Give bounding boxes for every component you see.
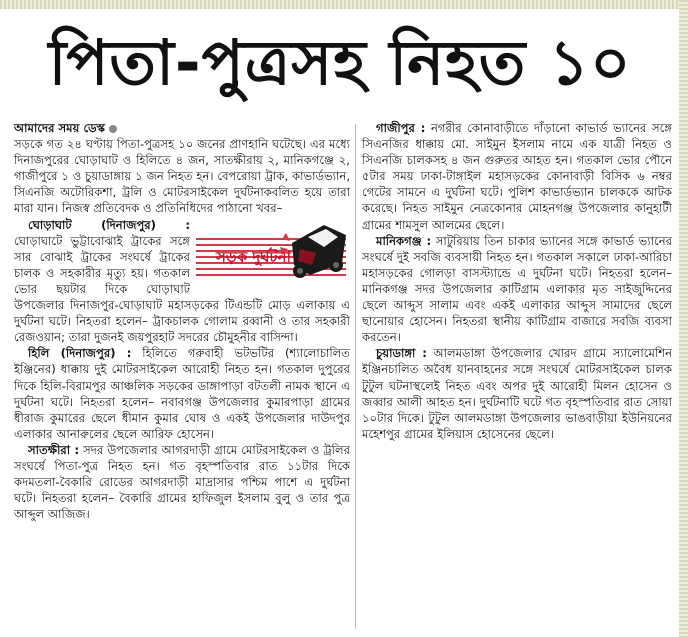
lead-paragraph xyxy=(14,120,350,217)
section-place: সাতক্ষীরা : xyxy=(28,442,80,457)
section-text: নগরীর কোনাবাড়ীতে দাঁড়ানো কাভার্ড ভ্যানের সঙ্গে সিএনজির ধাক্কায় মো. সাইমুন ইসলাম নামে এক যাত্রী নিহত ও সিএনজি চালকসহ ৪ জন গুরুতর আহত হন। গতকাল ভোর পৌনে ৫টার সময় ঢাকা-টাঙ্গাইল মহাসড়কের কোনাবাড়ী বিসিক ৬ নম্বর গেটের সামনে এ দুর্ঘটনা ঘটে। পুলিশ কাভার্ডভ্যান চালককে আটক করেছে। নিহত সাইমুন নেত্রকোনার মোহনগঞ্জ উপজেলার কানুহাটী গ্রামের শামসুল আলমের ছেলে। xyxy=(362,121,672,232)
section-place: গাজীপুর : xyxy=(376,121,426,135)
article-column-right xyxy=(362,120,672,635)
section-chuadanga xyxy=(362,345,672,442)
section-text: সাটুরিয়ায় তিন চাকার ভ্যানের সঙ্গে কাভার্ড ভ্যানের সংঘর্ষে দুই সবজি ব্যবসায়ী নিহত হন। গতকাল সকালে ঢাকা-আরিচা মহাসড়কের গোলড়া বাসস্ট্যান্ডে এ দুর্ঘটনা ঘটে। নিহতরা হলেন– মানিকগঞ্জ সদর উপজেলার কাটিগ্রাম এলাকার মৃত সাইজুদ্দিনের ছেলে আব্দুস সালাম এবং একই এলাকার আব্দুস সামাদের ছেলে ছানোয়ার হোসেন। নিহতরা স্থানীয় কাটিগ্রাম বাজারে সবজি ব্যবসা করতেন। xyxy=(362,233,672,345)
section-ghoraghat xyxy=(14,217,350,346)
section-text: সদর উপজেলার আগরদাড়ী গ্রামে মোটরসাইকেল ও ট্রলির সংঘর্ষে পিতা-পুত্র নিহত হন। গত বৃহস্পতিবার রাত ১১টার দিকে কদমতলা-বৈকারি রোডের আগরদাড়ী মাদ্রাসার পশ্চিম পাশে এ দুর্ঘটনা ঘটে। নিহতরা হলেন– বৈকারি গ্রামের হাফিজুল ইসলাম বুলু ও তার পুত্র আব্দুল আজিজ। xyxy=(14,442,350,522)
column-divider xyxy=(355,124,356,629)
article-column-left xyxy=(14,120,350,635)
byline: আমাদের সময় ডেস্ক xyxy=(14,121,106,135)
top-border-pattern xyxy=(0,0,688,9)
section-text: ঘোড়াঘাটে ভুট্টাবোঝাই ট্রাকের সঙ্গে সার বোঝাই ট্রাকের সংঘর্ষে ট্রাকের চালক ও সহকারীর মৃত্যু হয়। গতকাল ভোর ছয়টার দিকে ঘোড়াঘাট উপজেলার দিনাজপুর-ঘোড়াঘাট মহাসড়কের টিএন্ডটি মোড় এলাকায় এ দুর্ঘটনা ঘটে। নিহতরা হলেন– ট্রাকচালক গোলাম রব্বানী ও তার সহকারী রেজওয়ান; তারা দুজনই জয়পুরহাট সদরের চৌমুহনীর বাসিন্দা। xyxy=(14,233,350,345)
byline-bullet-icon xyxy=(109,125,117,133)
section-place: হিলি (দিনাজপুর) : xyxy=(28,346,132,361)
section-hili xyxy=(14,345,350,442)
side-border-pattern xyxy=(679,0,688,637)
section-text: আলমডাঙ্গা উপজেলার খোরদ গ্রামে স্যালোমেশিন ইঞ্জিনচালিত অবৈধ যানবাহনের সঙ্গে সংঘর্ষে মোটরসাইকেল চালক টুটুল ঘটনাস্থলেই নিহত এবং অপর দুই আরোহী মিলন হোসেন ও জব্বার আলী আহত হন। দুর্ঘটনাটি ঘটে গত বৃহস্পতিবার রাত সোয়া ১০টার দিকে। টুটুল আলমডাঙ্গা উপজেলার ভাঙবাড়ীয়া ইউনিয়নের মহেশপুর গ্রামের ইলিয়াস হোসেনের ছেলে। xyxy=(362,346,672,441)
section-satkhira xyxy=(14,442,350,522)
section-gazipur xyxy=(362,120,672,233)
section-place: ঘোড়াঘাট (দিনাজপুর) : xyxy=(28,217,190,232)
section-place: মানিকগঞ্জ : xyxy=(376,233,432,248)
section-place: চুয়াডাঙ্গা : xyxy=(376,346,427,361)
section-manikganj xyxy=(362,233,672,346)
lead-text: সড়কে গত ২৪ ঘণ্টায় পিতা-পুত্রসহ ১০ জনের প্রাণহানি ঘটেছে। এর মধ্যে দিনাজপুরের ঘোড়াঘাট ও হিলিতে ৪ জন, সাতক্ষীরায় ২, মানিকগঞ্জে ২, গাজীপুরে ১ ও চুয়াডাঙ্গায় ১ জন নিহত হন। বেপরোয়া ট্রাক, কাভার্ডভ্যান, সিএনজি অটোরিকশা, ট্রলি ও মোটরসাইকেল দুর্ঘটনাকবলিত হয়ে তারা মারা যান। নিজস্ব প্রতিবেদক ও প্রতিনিধিদের পাঠানো খবর– xyxy=(14,137,350,216)
headline: পিতা-পুত্রসহ নিহত ১০ xyxy=(48,26,632,99)
section-text: হিলিতে গরুবাহী ভটভটির (শ্যালোচালিত ইঞ্জিনের) ধাক্কায় দুই মোটরসাইকেল আরোহী নিহত হন। গতকাল দুপুরের দিকে হিলি-বিরামপুর আঞ্চলিক সড়কের ডাঙ্গাপাড়া বটতলী নামক স্থানে এ দুর্ঘটনা ঘটে। নিহতরা হলেন– নবাবগঞ্জ উপজেলার কুমারপাড়া গ্রামের ধীরাজ কুমারের ছেলে ধীমান কুমার ঘোষ ও একই উপজেলার দাউদপুর এলাকার আনারুলের ছেলে আরিফ হোসেন। xyxy=(14,346,350,441)
road-accident-graphic xyxy=(196,219,350,285)
inset-label: সড়ক দুর্ঘটনা xyxy=(216,247,291,266)
